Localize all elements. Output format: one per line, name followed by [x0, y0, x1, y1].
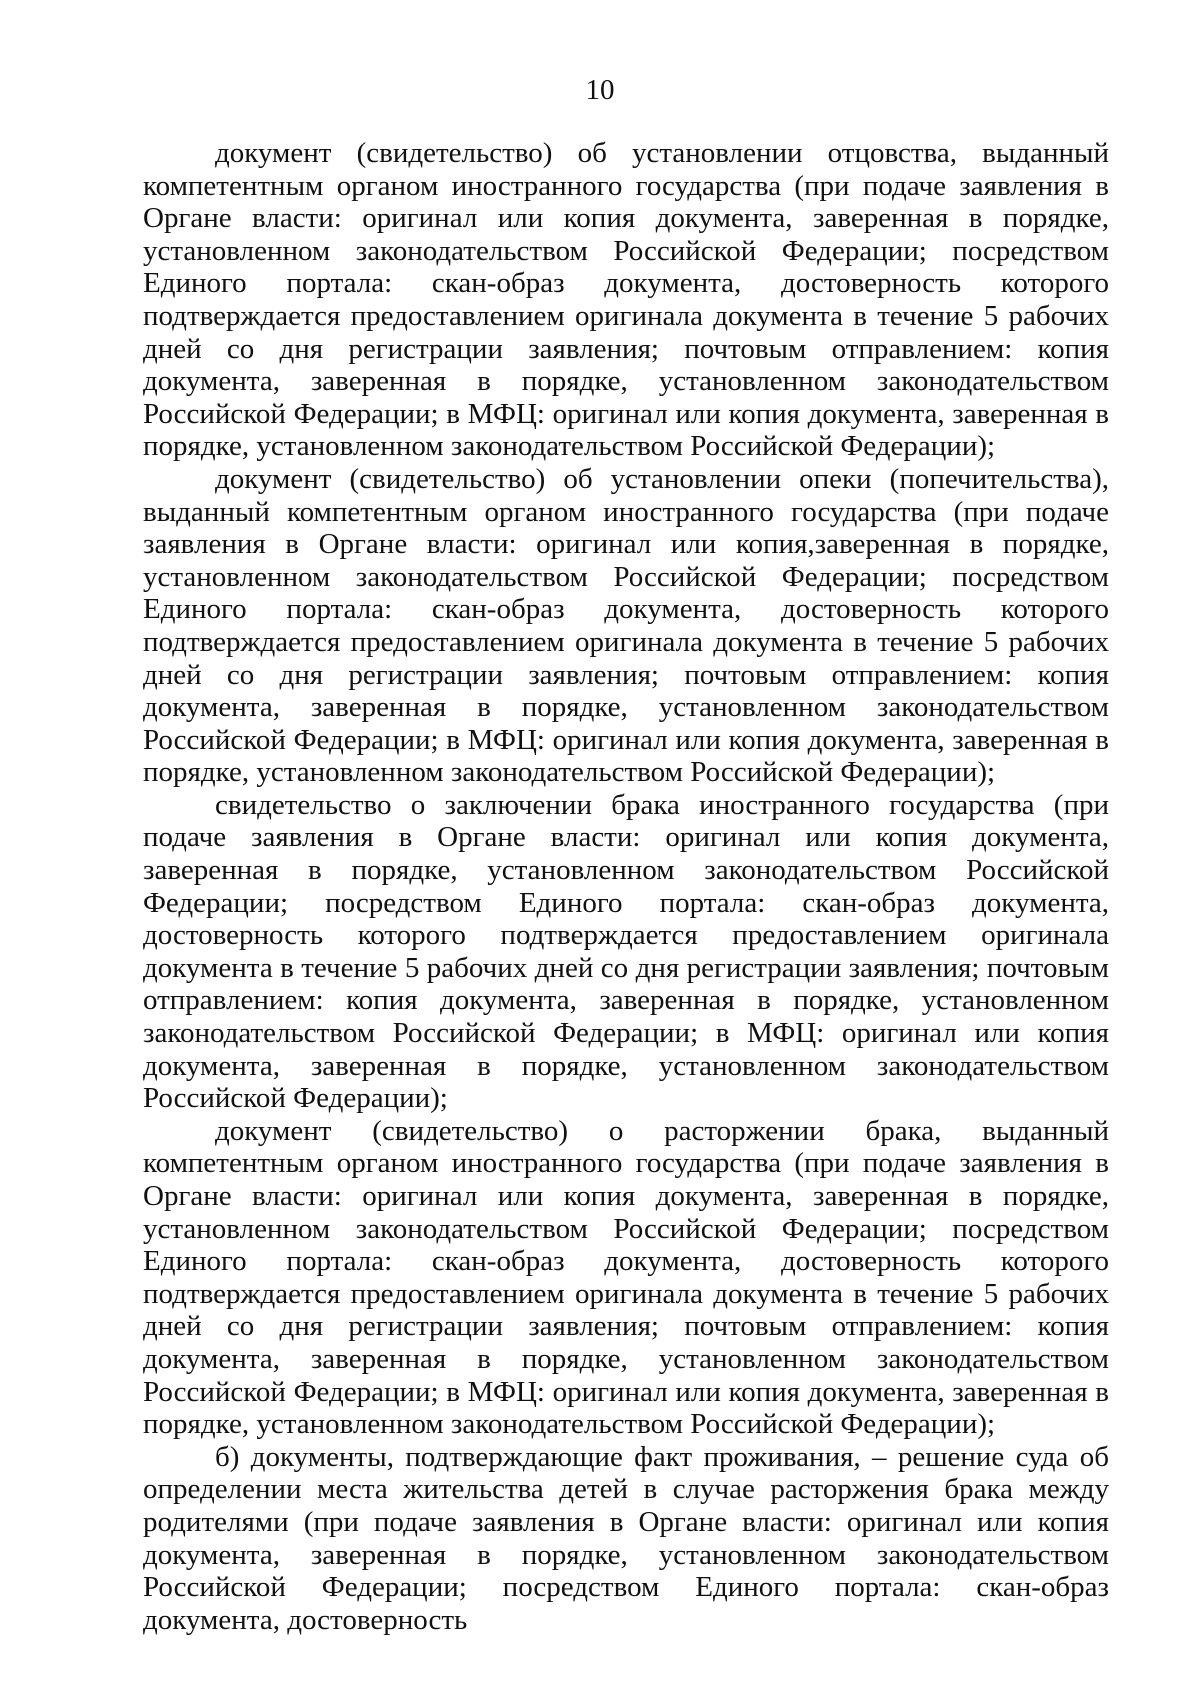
paragraph-guardianship-certificate: документ (свидетельство) об установлении опеки (попечительства), выданный компетентным органом иностранного государства (при подаче заявления в Органе власти: оригинал или копия,заверенная в порядке, установленном законодательством Российской Федерации; посредством Единого портала: скан-образ документа, достоверность которого подтверждается предоставлением оригинала документа в течение 5 рабочих дней со дня регистрации заявления; почтовым отправлением: копия документа, заверенная в порядке, установленном законодательством Российской Федерации; в МФЦ: оригинал или копия документа, заверенная в порядке, установленном законодательством Российской Федерации); [143, 462, 1109, 789]
paragraph-residence-documents: б) документы, подтверждающие факт проживания, – решение суда об определении места жительства детей в случае расторжения брака между родителями (при подаче заявления в Органе власти: оригинал или копия документа, заверенная в порядке, установленном законодательством Российской Федерации; посредством Единого портала: скан-образ документа, достоверность [143, 1440, 1109, 1636]
paragraph-paternity-certificate: документ (свидетельство) об установлении отцовства, выданный компетентным органом иностранного государства (при подаче заявления в Органе власти: оригинал или копия документа, заверенная в порядке, установленном законодательством Российской Федерации; посредством Единого портала: скан-образ документа, достоверность которого подтверждается предоставлением оригинала документа в течение 5 рабочих дней со дня регистрации заявления; почтовым отправлением: копия документа, заверенная в порядке, установленном законодательством Российской Федерации; в МФЦ: оригинал или копия документа, заверенная в порядке, установленном законодательством Российской Федерации); [143, 137, 1109, 463]
paragraph-divorce-certificate: документ (свидетельство) о расторжении брака, выданный компетентным органом иностранного государства (при подаче заявления в Органе власти: оригинал или копия документа, заверенная в порядке, установленном законодательством Российской Федерации; посредством Единого портала: скан-образ документа, достоверность которого подтверждается предоставлением оригинала документа в течение 5 рабочих дней со дня регистрации заявления; почтовым отправлением: копия документа, заверенная в порядке, установленном законодательством Российской Федерации; в МФЦ: оригинал или копия документа, заверенная в порядке, установленном законодательством Российской Федерации); [143, 1114, 1109, 1441]
paragraph-marriage-certificate: свидетельство о заключении брака иностранного государства (при подаче заявления в Органе власти: оригинал или копия документа, заверенная в порядке, установленном законодательством Российской Федерации; посредством Единого портала: скан-образ документа, достоверность которого подтверждается предоставлением оригинала документа в течение 5 рабочих дней со дня регистрации заявления; почтовым отправлением: копия документа, заверенная в порядке, установленном законодательством Российской Федерации; в МФЦ: оригинал или копия документа, заверенная в порядке, установленном законодательством Российской Федерации); [143, 788, 1109, 1115]
document-body [143, 137, 1109, 1636]
page-number: 10 [585, 74, 615, 106]
